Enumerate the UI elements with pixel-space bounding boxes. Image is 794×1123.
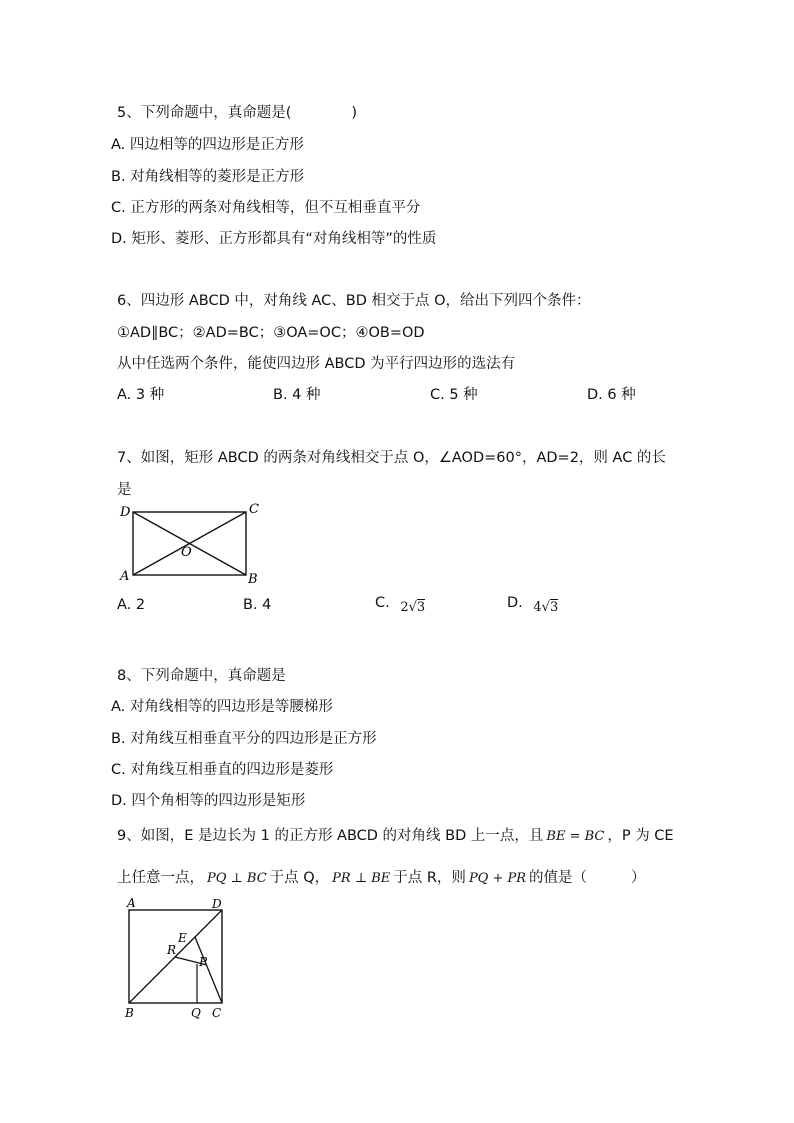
q7-option-c-math: 2√3 — [400, 600, 426, 615]
q7-label-a: A — [120, 569, 130, 584]
q5-option-b: B. 对角线相等的菱形是正方形 — [111, 169, 305, 185]
q5-option-d: D. 矩形、菱形、正方形都具有“对角线相等”的性质 — [111, 231, 437, 247]
q9-stem-line2: 上任意一点， PQ ⊥ BC 于点 Q， PR ⊥ BE 于点 R，则 PQ + PR 的值是（ ） — [117, 870, 646, 886]
q9-label-p: P — [199, 955, 208, 969]
q8-option-a: A. 对角线相等的四边形是等腰梯形 — [111, 699, 333, 715]
q6-option-d: D. 6 种 — [587, 387, 636, 403]
q7-option-d-math: 4√3 — [533, 600, 559, 615]
q7-stem-line2: 是 — [117, 482, 132, 498]
q5-option-a: A. 四边相等的四边形是正方形 — [111, 137, 304, 153]
q8-option-d: D. 四个角相等的四边形是矩形 — [111, 793, 306, 809]
q7-rectangle-figure — [112, 498, 272, 590]
q7-label-c: C — [249, 502, 259, 517]
q7-stem-line1: 7、如图，矩形 ABCD 的两条对角线相交于点 O，∠AOD=60°，AD=2，则 AC 的长 — [117, 450, 666, 466]
q6-stem: 6、四边形 ABCD 中，对角线 AC、BD 相交于点 O，给出下列四个条件： — [117, 293, 591, 309]
q7-option-a: A. 2 — [117, 597, 146, 613]
q6-option-c: C. 5 种 — [430, 387, 478, 403]
q9-label-q: Q — [191, 1006, 201, 1020]
q7-label-d: D — [120, 505, 131, 520]
q7-label-o: O — [181, 545, 192, 560]
q9-label-r: R — [167, 943, 177, 957]
q9-label-e: E — [178, 931, 187, 945]
q6-question: 从中任选两个条件，能使四边形 ABCD 为平行四边形的选法有 — [117, 356, 516, 372]
q9-square-figure — [116, 896, 236, 1022]
q9-label-a: A — [127, 896, 136, 910]
q7-option-c: C. 2√3 — [375, 595, 426, 615]
q7-label-b: B — [248, 572, 258, 587]
q6-option-a: A. 3 种 — [117, 387, 165, 403]
q7-option-b: B. 4 — [243, 597, 272, 613]
q8-stem: 8、下列命题中，真命题是 — [117, 668, 286, 684]
q6-conditions: ①AD∥BC；②AD=BC；③OA=OC；④OB=OD — [117, 325, 425, 341]
q5-stem: 5、下列命题中，真命题是( ) — [117, 105, 358, 121]
q6-option-b: B. 4 种 — [273, 387, 321, 403]
q9-label-b: B — [125, 1006, 134, 1020]
sqrt-icon: √ — [541, 600, 550, 615]
q9-stem-line1: 9、如图，E 是边长为 1 的正方形 ABCD 的对角线 BD 上一点，且 BE = BC ，P 为 CE — [117, 828, 674, 844]
sqrt-icon: √ — [408, 600, 417, 615]
q7-option-d: D. 4√3 — [507, 595, 559, 615]
segment-ce — [195, 937, 222, 1003]
q5-option-c: C. 正方形的两条对角线相等，但不互相垂直平分 — [111, 200, 421, 216]
q8-option-c: C. 对角线互相垂直的四边形是菱形 — [111, 762, 334, 778]
q8-option-b: B. 对角线互相垂直平分的四边形是正方形 — [111, 731, 377, 747]
q9-label-d: D — [212, 897, 222, 911]
q9-label-c: C — [212, 1006, 222, 1020]
